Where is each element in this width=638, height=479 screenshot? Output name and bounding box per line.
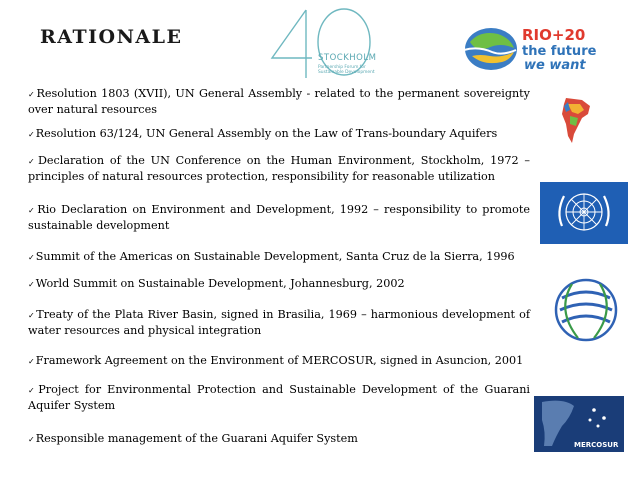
stockholm-line1: Partnership Forum for [318, 65, 366, 70]
check-icon: ✓ [28, 206, 37, 215]
check-icon: ✓ [28, 130, 35, 139]
rio20-tagline-2: we want [524, 58, 586, 73]
list-item: ✓Treaty of the Plata River Basin, signed in Brasilia, 1969 – harmonious development of water resources and physical integration [28, 308, 531, 337]
list-item: ✓World Summit on Sustainable Development, Johannesburg, 2002 [28, 277, 405, 290]
mercosur-label: MERCOSUR [574, 441, 619, 449]
list-item: ✓Declaration of the UN Conference on the Human Environment, Stockholm, 1972 – principles of natural resources protection, responsibility for reasonable utilization [28, 154, 531, 183]
stockholm-city: STOCKHOLM [318, 53, 377, 63]
check-icon: ✓ [28, 386, 38, 395]
list-item: ✓Resolution 63/124, UN General Assembly on the Law of Trans-boundary Aquifers [28, 127, 498, 140]
rio20-title: RIO+20 [522, 26, 586, 44]
slide-title: RATIONALE [40, 26, 183, 48]
stockholm-40-logo [262, 6, 392, 82]
check-icon: ✓ [28, 357, 35, 366]
water-globe-emblem-icon [548, 276, 624, 346]
list-item: ✓Summit of the Americas on Sustainable Development, Santa Cruz de la Sierra, 1996 [28, 250, 515, 263]
check-icon: ✓ [28, 253, 35, 262]
un-emblem-icon [540, 182, 628, 244]
mercosur-logo [534, 396, 624, 452]
check-icon: ✓ [28, 311, 36, 320]
check-icon: ✓ [28, 280, 35, 289]
rio20-tagline-1: the future [522, 44, 597, 59]
check-icon: ✓ [28, 157, 37, 166]
list-item: ✓Resolution 1803 (XVII), UN General Assembly - related to the permanent sovereignty over natural resources [28, 87, 530, 116]
list-item: ✓Responsible management of the Guarani Aquifer System [28, 432, 358, 445]
list-item: ✓Project for Environmental Protection and Sustainable Development of the Guarani Aquifer System [28, 383, 531, 412]
rio20-logo [458, 22, 608, 80]
south-america-map-icon [560, 96, 594, 146]
check-icon: ✓ [28, 435, 35, 444]
list-item: ✓Rio Declaration on Environment and Development, 1992 – responsibility to promote sustainable development [28, 203, 531, 232]
check-icon: ✓ [28, 90, 36, 99]
stockholm-line2: Sustainable Development [318, 70, 375, 75]
list-item: ✓Framework Agreement on the Environment of MERCOSUR, signed in Asuncion, 2001 [28, 354, 524, 367]
